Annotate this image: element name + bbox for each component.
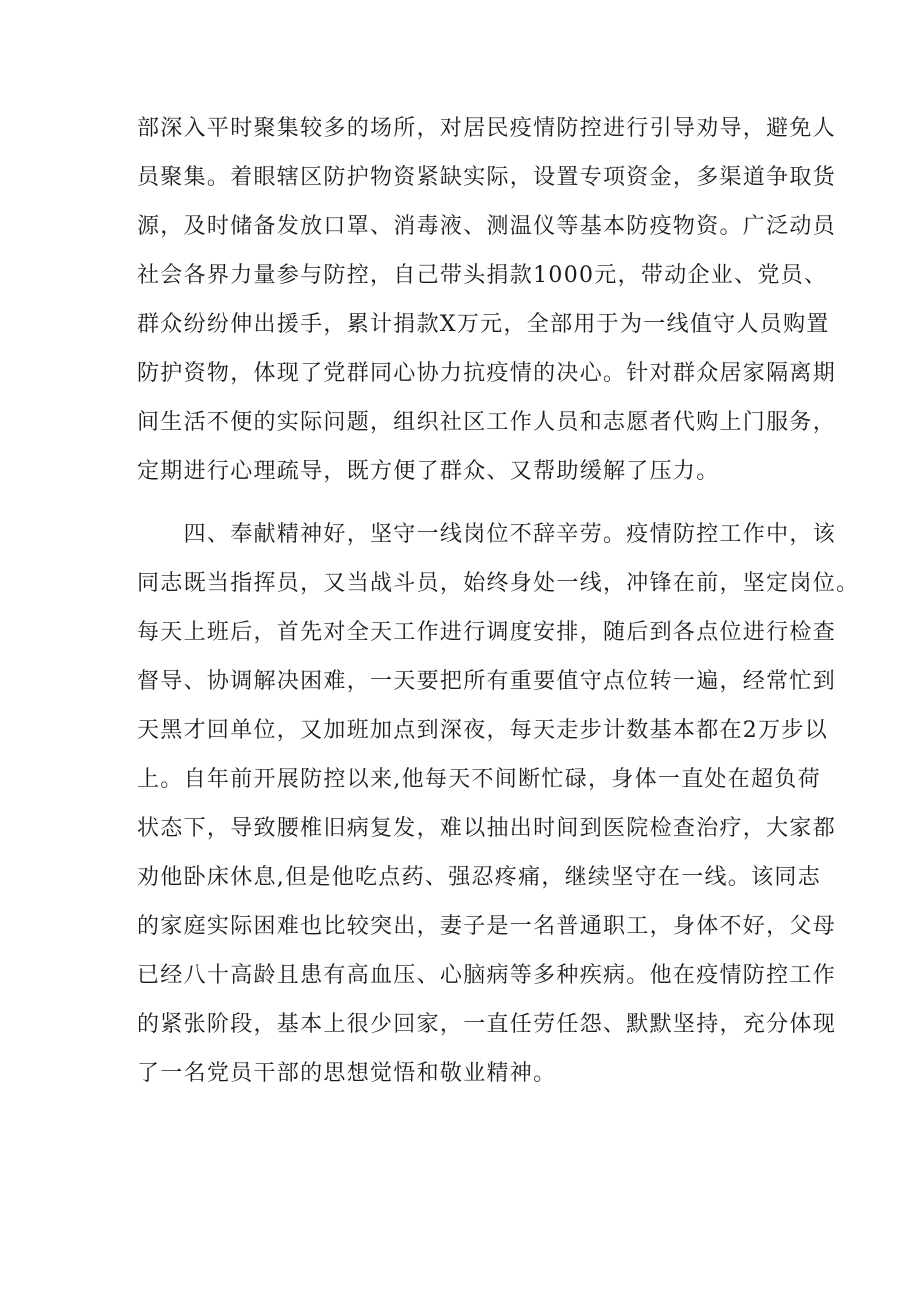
paragraph-line: 劝他卧床休息,但是他吃点药、强忍疼痛，继续坚守在一线。该同志 (137, 865, 821, 890)
paragraph-line: 间生活不便的实际问题，组织社区工作人员和志愿者代购上门服务， (137, 410, 837, 435)
paragraph-line: 了一名党员干部的思想觉悟和敬业精神。 (137, 1061, 557, 1086)
paragraph-line: 群众纷纷伸出援手，累计捐款X万元，全部用于为一线值守人员购置 (137, 312, 830, 337)
paragraph-line: 天黑才回单位，又加班加点到深夜，每天走步计数基本都在2万步以 (137, 718, 828, 743)
paragraph-line: 同志既当指挥员，又当战斗员，始终身处一线，冲锋在前，坚定岗位。 (137, 571, 860, 596)
paragraph-line: 定期进行心理疏导，既方便了群众、又帮助缓解了压力。 (137, 459, 720, 484)
paragraph-line: 社会各界力量参与防控，自己带头捐款1000元，带动企业、党员、 (137, 263, 828, 288)
paragraph-2 (137, 510, 860, 1098)
paragraph-line: 员聚集。着眼辖区防护物资紧缺实际，设置专项资金，多渠道争取货 (137, 165, 837, 190)
paragraph-spacer (137, 496, 787, 510)
paragraph-line: 的紧张阶段，基本上很少回家，一直任劳任怨、默默坚持，充分体现 (137, 1012, 837, 1037)
paragraph-1 (137, 104, 837, 496)
paragraph-line: 状态下，导致腰椎旧病复发，难以抽出时间到医院检查治疗，大家都 (137, 816, 837, 841)
document-body (137, 104, 860, 1098)
paragraph-line: 督导、协调解决困难，一天要把所有重要值守点位转一遍，经常忙到 (137, 669, 837, 694)
paragraph-line: 每天上班后，首先对全天工作进行调度安排，随后到各点位进行检查 (137, 620, 837, 645)
paragraph-line: 源，及时储备发放口罩、消毒液、测温仪等基本防疫物资。广泛动员 (137, 214, 837, 239)
paragraph-line: 的家庭实际困难也比较突出，妻子是一名普通职工，身体不好，父母 (137, 914, 837, 939)
paragraph-line: 防护资物，体现了党群同心协力抗疫情的决心。针对群众居家隔离期 (137, 361, 837, 386)
paragraph-line: 部深入平时聚集较多的场所，对居民疫情防控进行引导劝导，避免人 (137, 116, 837, 141)
paragraph-line: 四、奉献精神好，坚守一线岗位不辞辛劳。疫情防控工作中，该 (137, 522, 837, 547)
paragraph-line: 上。自年前开展防控以来,他每天不间断忙碌，身体一直处在超负荷 (137, 767, 821, 792)
paragraph-line: 已经八十高龄且患有高血压、心脑病等多种疾病。他在疫情防控工作 (137, 963, 837, 988)
